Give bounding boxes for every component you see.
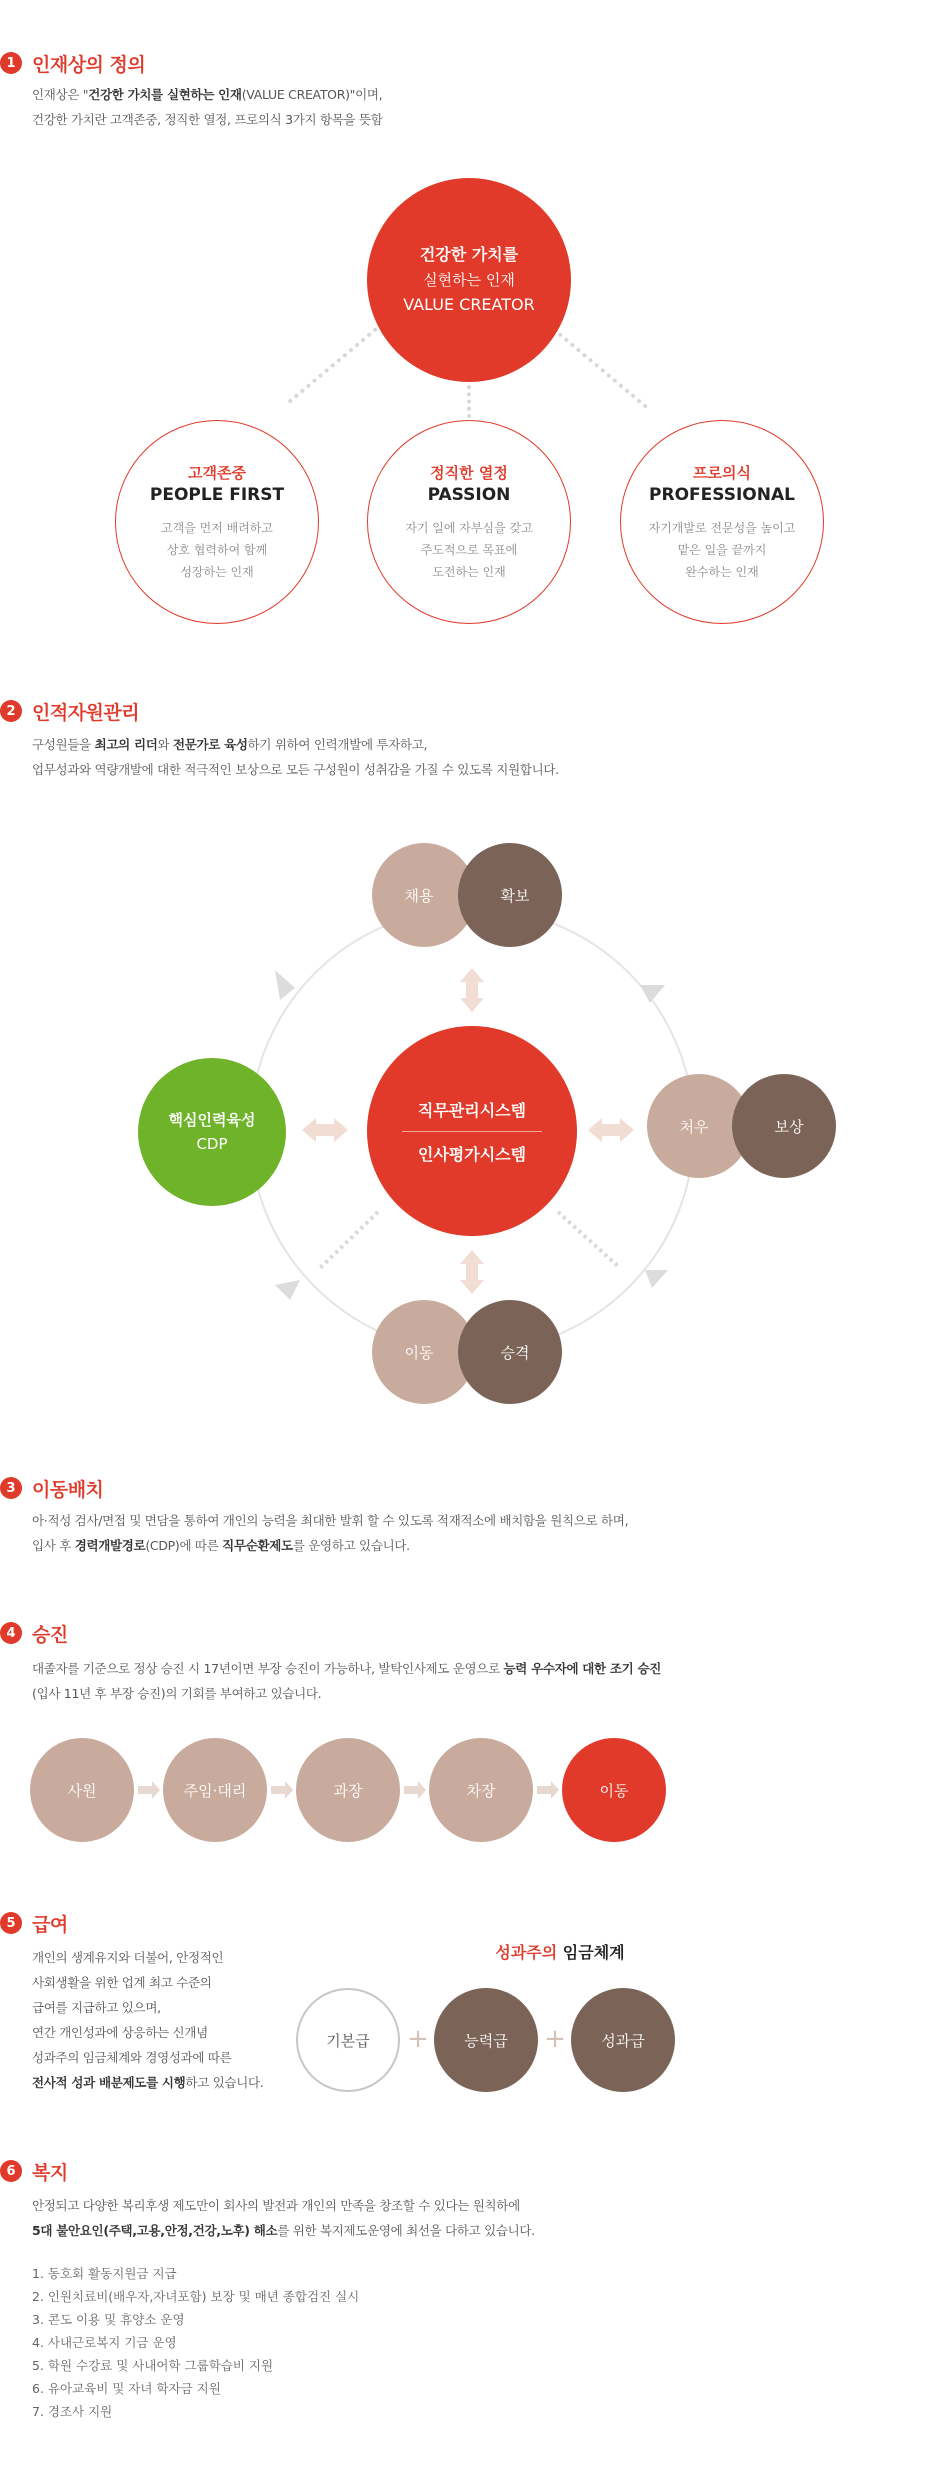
section-title: 인적자원관리	[32, 701, 140, 724]
salary-ability-pay-circle	[434, 1988, 538, 2092]
section-title: 이동배치	[32, 1478, 104, 1501]
list-item: 4. 사내근로복지 기금 운영	[32, 2335, 177, 2350]
cdp-subtitle: CDP	[196, 1135, 228, 1153]
section-title: 인재상의 정의	[32, 53, 146, 76]
hr-label: 확보	[500, 886, 530, 905]
center-line3: VALUE CREATOR	[403, 295, 535, 314]
hr-label: 이동	[404, 1343, 434, 1362]
value-title-en: PASSION	[427, 484, 511, 505]
list-item: 7. 경조사 지원	[32, 2404, 113, 2419]
step-arrow-icon	[404, 1781, 426, 1799]
salary-chart-title: 성과주의 임금체계	[495, 1943, 625, 1962]
value-title-ko: 고객존중	[188, 463, 246, 482]
list-item: 1. 동호회 활동지원금 지급	[32, 2266, 177, 2281]
hr-label: 승격	[500, 1343, 530, 1362]
value-title-en: PROFESSIONAL	[649, 484, 795, 505]
value-title-ko: 프로의식	[693, 463, 751, 482]
section-heading	[0, 2158, 68, 2184]
center-top-label: 직무관리시스템	[402, 1098, 542, 1132]
section-number-badge: 4	[0, 1622, 22, 1644]
welfare-list	[32, 2262, 359, 2423]
section-heading	[0, 1910, 68, 1936]
section-title: 복지	[32, 2161, 68, 2184]
salary-performance-pay-circle	[571, 1988, 675, 2092]
section-number-badge: 2	[0, 700, 22, 722]
list-item: 2. 인원치료비(배우자,자녀포함) 보장 및 매년 종합검진 실시	[32, 2289, 360, 2304]
salary-description: 개인의 생계유지와 더불어, 안정적인 사회생활을 위한 업계 최고 수준의 급여를 지급하고 있으며, 연간 개인성과에 상응하는 신개념 성과주의 임금체계와 경영성과에 따른 전사적 성과 배분제도를 시행하고 있습니다.	[32, 1950, 264, 2090]
salary-item-label: 능력급	[464, 2031, 508, 2050]
step-arrow-icon	[138, 1781, 160, 1799]
step-label: 주임·대리	[183, 1781, 247, 1800]
step-arrow-icon	[537, 1781, 559, 1799]
step-arrow-icon	[271, 1781, 293, 1799]
section-number-badge: 5	[0, 1912, 22, 1934]
value-title-en: PEOPLE FIRST	[149, 484, 285, 505]
list-item: 3. 콘도 이용 및 휴양소 운영	[32, 2312, 185, 2327]
center-line1: 건강한 가치를	[419, 245, 519, 264]
hr-description: 구성원들을 최고의 리더와 전문가로 육성하기 위하여 인력개발에 투자하고, 업무성과와 역량개발에 대한 적극적인 보상으로 모든 구성원이 성취감을 가질 수 있도록 지원합니다.	[32, 737, 559, 777]
welfare-description: 안정되고 다양한 복리후생 제도만이 회사의 발전과 개인의 만족을 창조할 수 있다는 원칙하에 5대 불안요인(주택,고용,안정,건강,노후) 해소를 위한 복지제도운영에 최선을 다하고 있습니다.	[32, 2198, 535, 2238]
list-item: 6. 유아교육비 및 자녀 학자금 지원	[32, 2381, 221, 2396]
salary-item-label: 성과급	[601, 2031, 645, 2050]
center-bottom-label: 인사평가시스템	[417, 1144, 527, 1164]
plus-sign: +	[544, 2024, 566, 2054]
salary-base-pay-circle	[296, 1988, 400, 2092]
value-description: 자기개발로 전문성을 높이고 맡은 일을 끝까지 완수하는 인재	[648, 520, 796, 579]
transfer-description: 아·적성 검사/면접 및 면담을 통하여 개인의 능력을 최대한 발휘 할 수 있도록 적재적소에 배치함을 원칙으로 하며, 입사 후 경력개발경로(CDP)에 따른 직무순환제도를 운영하고 있습니다.	[32, 1513, 629, 1553]
step-label: 이동	[599, 1781, 629, 1800]
talent-description: 인재상은 "건강한 가치를 실현하는 인재(VALUE CREATOR)"이며, 건강한 가치란 고객존중, 정직한 열정, 프로의식 3가지 항목을 뜻함	[32, 87, 383, 127]
salary-item-label: 기본급	[326, 2031, 370, 2050]
hr-label: 채용	[404, 886, 434, 905]
value-description: 자기 일에 자부심을 갖고 주도적으로 목표에 도전하는 인재	[405, 520, 533, 579]
promotion-description: 대졸자를 기준으로 정상 승진 시 17년이면 부장 승진이 가능하나, 발탁인사제도 운영으로 능력 우수자에 대한 조기 승진 (입사 11년 후 부장 승진)의 기회를 부여하고 있습니다.	[32, 1661, 662, 1701]
section-title: 승진	[32, 1623, 68, 1646]
hr-label: 처우	[679, 1117, 709, 1136]
step-label: 과장	[333, 1781, 363, 1800]
plus-sign: +	[407, 2024, 429, 2054]
step-label: 사원	[67, 1781, 97, 1800]
cdp-title: 핵심인력육성	[168, 1111, 256, 1129]
hr-label: 보상	[774, 1117, 804, 1136]
value-description: 고객을 먼저 배려하고 상호 협력하여 함께 성장하는 인재	[161, 520, 273, 579]
section-number-badge: 1	[0, 52, 22, 74]
value-title-ko: 정직한 열정	[430, 463, 508, 482]
section-number-badge: 3	[0, 1477, 22, 1499]
center-line2: 실현하는 인재	[423, 271, 515, 289]
section-number-badge: 6	[0, 2160, 22, 2182]
list-item: 5. 학원 수강료 및 사내어학 그룹학습비 지원	[32, 2358, 274, 2373]
section-title: 급여	[32, 1913, 68, 1936]
step-label: 차장	[466, 1781, 496, 1800]
